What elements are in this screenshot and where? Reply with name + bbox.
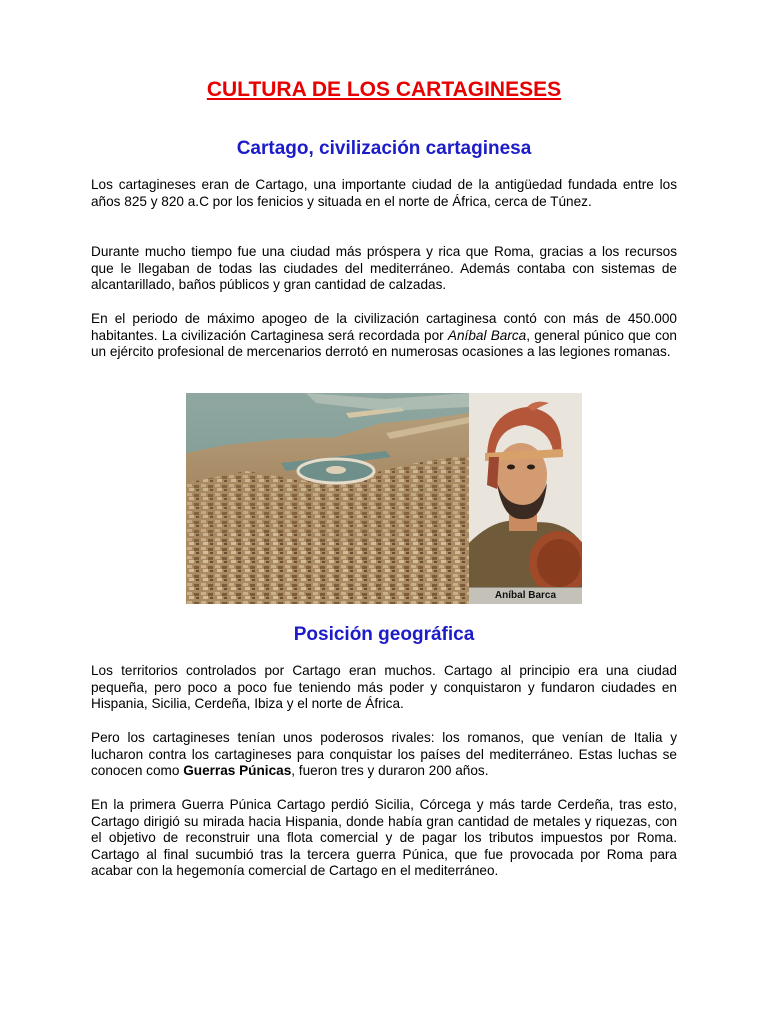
section-heading-cartago: Cartago, civilización cartaginesa [236,138,532,159]
hannibal-portrait [469,393,582,604]
section-heading-position: Posición geográfica [293,624,475,645]
paragraph-prosperity: Durante mucho tiempo fue una ciudad más próspera y rica que Roma, gracias a los recursos que le llegaban de todas las ciudades del mediterráneo. Además contaba con sistemas de alcantarillado, baños públicos y gran cantidad de calzadas. [91,244,677,292]
page-title [0,78,768,102]
paragraph-apogee-text-a: En el periodo de máximo apogeo de la civilización cartaginesa contó con más de 450.000 habitantes. La civilización Cartaginesa será recordada por [91,311,677,343]
hannibal-name: Aníbal Barca [447,327,527,343]
paragraph-rivals [91,730,677,780]
carthage-city-illustration [186,393,469,604]
portrait-caption: Aníbal Barca [469,587,582,604]
paragraph-punic-wars: En la primera Guerra Púnica Cartago perdió Sicilia, Córcega y más tarde Cerdeña, tras esto, Cartago dirigió su mirada hacia Hispania, donde había gran cantidad de metales y riquezas, con el objetivo de reconstruir una flota comercial y de pagar los tributos impuestos por Roma. Cartago al final sucumbió tras la tercera guerra Púnica, que fue provocada por Roma para acabar con la hegemonía comercial de Cartago en el mediterráneo. [91,797,677,878]
punic-wars-term: Guerras Púnicas [183,763,292,778]
page-title-text: CULTURA DE LOS CARTAGINESES [206,78,562,101]
paragraph-territories: Los territorios controlados por Cartago eran muchos. Cartago al principio era una ciudad pequeña, pero poco a poco fue teniendo más poder y conquistaron y fundaron ciudades en Hispania, Sicilia, Cerdeña, Ibiza y el norte de África. [91,663,677,711]
paragraph-rivals-text-b: , fueron tres y duraron 200 años. [291,763,489,778]
paragraph-apogee-text-b: , general púnico que con un ejército profesional de mercenarios derrotó en numerosas ocasiones a las legiones romanas. [91,327,677,359]
paragraph-intro: Los cartagineses eran de Cartago, una importante ciudad de la antigüedad fundada entre los años 825 y 820 a.C por los fenicios y situada en el norte de África, cerca de Túnez. [91,177,677,209]
paragraph-apogee [91,311,677,361]
paragraph-rivals-text-a: Pero los cartagineses tenían unos poderosos rivales: los romanos, que venían de Italia y lucharon contra los cartagineses para conquistar los países del mediterráneo. Estas luchas se conocen como [91,730,677,778]
